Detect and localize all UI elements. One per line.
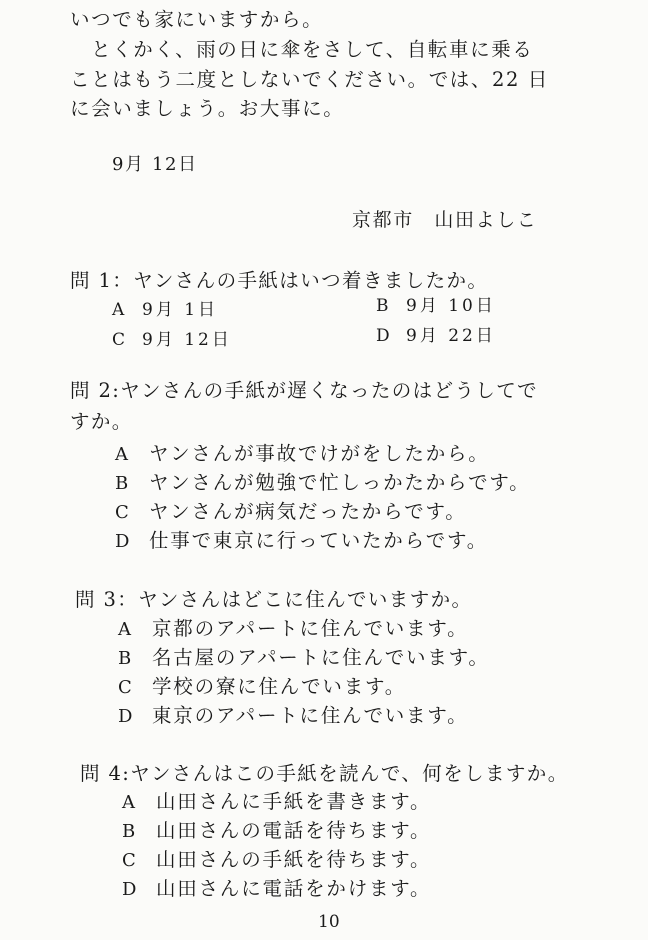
- option-text: 京都のアパートに住んでいます。: [152, 617, 469, 640]
- letter-line-1: いつでも家にいますから。: [70, 8, 324, 31]
- option-text: ヤンさんが事故でけがをしたから。: [149, 442, 490, 465]
- choice-text: 9月 12日: [142, 330, 232, 350]
- letter-line-2: とくかく、雨の日に傘をさして、自転車に乗る: [70, 38, 534, 61]
- option-letter: D: [122, 879, 139, 900]
- option-letter: B: [115, 473, 130, 494]
- option-letter: A: [122, 792, 137, 813]
- q3-option-b: [118, 646, 490, 671]
- question-2-line-2: すか。: [70, 410, 133, 433]
- q1-choice-d: [376, 323, 496, 348]
- question-1: 問 1：ヤンさんの手紙はいつ着きましたか。: [70, 269, 489, 292]
- option-text: 東京のアパートに住んでいます。: [152, 704, 469, 727]
- option-letter: D: [115, 531, 132, 552]
- option-letter: C: [118, 677, 134, 698]
- q4-option-a: [122, 790, 431, 815]
- q1-choice-b: [376, 293, 496, 318]
- question-2-line-1: 問 2:ヤンさんの手紙が遅くなったのはどうしてで: [70, 379, 539, 402]
- q3-option-c: [118, 675, 406, 700]
- option-letter: D: [118, 706, 135, 727]
- question-3: 問 3：ヤンさんはどこに住んでいますか。: [75, 588, 473, 611]
- q4-option-d: [122, 877, 431, 902]
- option-letter: B: [122, 821, 137, 842]
- q3-option-a: [118, 617, 468, 642]
- option-letter: C: [122, 850, 138, 871]
- choice-letter: A: [112, 300, 126, 320]
- q2-option-a: [115, 442, 490, 467]
- option-text: 山田さんの電話を待ちます。: [156, 819, 432, 842]
- choice-letter: C: [112, 330, 127, 350]
- question-4: 問 4:ヤンさんはこの手紙を読んで、何をしますか。: [80, 762, 569, 785]
- letter-date: 9月 12日: [112, 154, 198, 175]
- option-text: 名古屋のアパートに住んでいます。: [152, 646, 490, 669]
- q2-option-d: [115, 529, 488, 554]
- q3-option-d: [118, 704, 468, 729]
- page-number: 10: [318, 912, 340, 932]
- q1-choice-c: [112, 327, 232, 352]
- choice-text: 9月 10日: [406, 296, 496, 316]
- option-letter: C: [115, 502, 131, 523]
- option-text: 山田さんに手紙を書きます。: [156, 790, 432, 813]
- option-text: 仕事で東京に行っていたからです。: [149, 529, 489, 552]
- letter-signature: 京都市 山田よしこ: [352, 209, 538, 231]
- q4-option-c: [122, 848, 431, 873]
- option-text: ヤンさんが病気だったからです。: [149, 500, 467, 523]
- q4-option-b: [122, 819, 431, 844]
- choice-letter: B: [376, 296, 391, 316]
- option-text: 山田さんの手紙を待ちます。: [156, 848, 432, 871]
- option-letter: A: [115, 444, 130, 465]
- q1-choice-a: [112, 297, 218, 322]
- letter-line-3: ことはもう二度としないでください。では、22 日: [70, 68, 549, 91]
- choice-letter: D: [376, 326, 392, 346]
- option-letter: B: [118, 648, 133, 669]
- choice-text: 9月 1日: [142, 300, 219, 320]
- option-letter: A: [118, 619, 133, 640]
- option-text: 山田さんに電話をかけます。: [156, 877, 432, 900]
- choice-text: 9月 22日: [406, 326, 496, 346]
- option-text: 学校の寮に住んでいます。: [152, 675, 407, 698]
- q2-option-c: [115, 500, 467, 525]
- option-text: ヤンさんが勉強で忙しっかたからです。: [149, 471, 531, 494]
- q2-option-b: [115, 471, 530, 496]
- letter-line-4: に会いましょう。お大事に。: [70, 97, 345, 120]
